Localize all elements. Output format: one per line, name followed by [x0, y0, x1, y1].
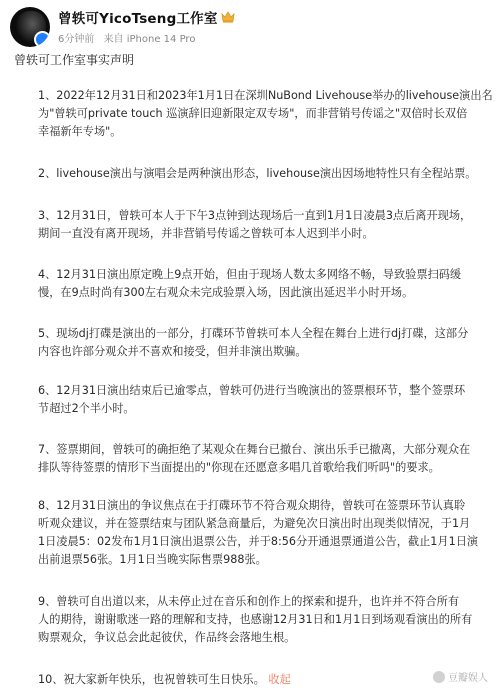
watermark-logo-icon: [433, 671, 445, 683]
paragraph-3: [38, 207, 493, 243]
paragraph-line: 2、livehouse演出与演唱会是两种演出形态，livehouse演出因场地特性只有全程站票。: [38, 167, 477, 180]
paragraph-line: 9、曾轶可自出道以来，从未停止过在音乐和创作上的探索和提升，也许并不符合所有: [38, 595, 460, 608]
watermark: [433, 669, 488, 684]
paragraph-5: [38, 325, 493, 361]
paragraph-2: [38, 165, 493, 183]
paragraph-line: 购票观众，争议总会此起彼伏，作品终会落地生根。: [38, 631, 296, 644]
post-time: 6分钟前: [58, 34, 95, 45]
paragraph-line: 排队等待签票的情形下当面提出的"你现在还愿意多唱几首歌给我们听吗"的要求。: [38, 461, 440, 474]
paragraph-line: 期间一直没有离开现场，并非营销号传谣之曾轶可本人迟到半小时。: [38, 227, 374, 240]
post-meta: [58, 30, 201, 45]
paragraph-text: 10、祝大家新年快乐，也祝曾轶可生日快乐。: [38, 673, 265, 686]
paragraph-1: [38, 87, 493, 141]
paragraph-line: 听观众建议，并在签票结束与团队紧急商量后，为避免次日演出时出现类似情况，于1月: [38, 517, 471, 530]
watermark-text: 豆瓣娱人: [448, 673, 488, 684]
account-name[interactable]: 曾轶可YicoTseng工作室: [58, 11, 218, 27]
paragraph-line: 6、12月31日演出结束后已逾零点，曾轶可仍进行当晚演出的签票根环节，整个签票环: [38, 384, 466, 397]
paragraph-4: [38, 266, 493, 302]
crown-icon: [221, 10, 235, 24]
paragraph-8: [38, 497, 493, 569]
paragraph-line: 出前退票56张。1月1日当晚实际售票988张。: [38, 553, 267, 566]
paragraph-line: 8、12月31日演出的争议焦点在于打碟环节不符合观众期待，曾轶可在签票环节认真聆: [38, 499, 466, 512]
verified-badge-icon: [34, 31, 50, 47]
account-name-row: [58, 8, 235, 26]
paragraph-line: 节超过2个半小时。: [38, 402, 135, 415]
statement-title: 曾轶可工作室事实声明: [14, 53, 135, 67]
paragraph-line: 7、签票期间，曾轶可的确拒绝了某观众在舞台已撤台、演出乐手已撤离，大部分观众在: [38, 443, 471, 456]
paragraph-line: 幸福新年专场"。: [38, 125, 122, 138]
paragraph-line: 3、12月31日，曾轶可本人于下午3点钟到达现场后一直到1月1日凌晨3点后离开现场，: [38, 209, 472, 222]
paragraph-line: 慢，在9点时尚有300左右观众未完成验票入场，因此演出延迟半小时开场。: [38, 286, 414, 299]
paragraph-7: [38, 441, 493, 477]
post-header: [0, 0, 500, 50]
paragraph-line: [38, 671, 493, 689]
paragraph-line: 内容也许部分观众并不喜欢和接受，但并非演出欺骗。: [38, 345, 307, 358]
paragraph-6: [38, 382, 493, 418]
paragraph-line: 4、12月31日演出原定晚上9点开始，但由于现场人数太多网络不畅，导致验票扫码缓: [38, 268, 462, 281]
post-source: 来自 iPhone 14 Pro: [103, 34, 196, 45]
avatar[interactable]: [10, 7, 50, 47]
paragraph-line: 1、2022年12月31日和2023年1月1日在深圳NuBond Livehouse举办的livehouse演出名: [38, 89, 493, 102]
paragraph-line: 人的期待，谢谢歌迷一路的理解和支持，也感谢12月31日和1月1日到场观看演出的所有: [38, 613, 473, 626]
paragraph-9: [38, 593, 493, 647]
collapse-link[interactable]: 收起: [268, 673, 291, 686]
paragraph-line: 1日凌晨5：02发布1月1日演出退票公告，并于8:56分开通退票通道公告，截止1月1日演: [38, 535, 479, 548]
paragraph-line: 为"曾轶可private touch 巡演辞旧迎新限定双专场"，而非营销号传谣之"双倍时长双倍: [38, 107, 468, 120]
paragraph-line: 5、现场dj打碟是演出的一部分，打碟环节曾轶可本人全程在舞台上进行dj打碟，这部分: [38, 327, 469, 340]
paragraph-10: [38, 671, 493, 689]
